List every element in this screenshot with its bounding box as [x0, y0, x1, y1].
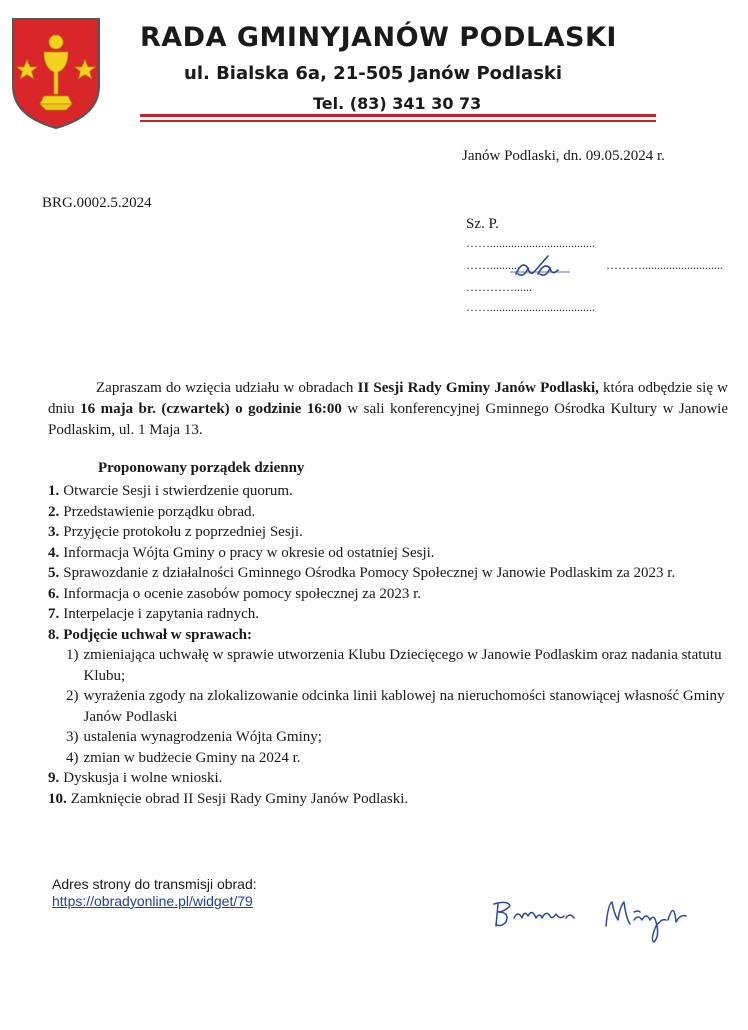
agenda-item — [48, 789, 738, 810]
intro-text-1: Zapraszam do wzięcia udziału w obradach — [96, 380, 358, 396]
resolution-subitem — [48, 727, 738, 748]
agenda-item-text: Dyskusja i wolne wnioski. — [63, 770, 223, 786]
agenda-item-number: 8. — [48, 626, 60, 643]
header-divider-thin — [140, 120, 656, 122]
subitem-text: ustalenia wynagrodzenia Wójta Gminy; — [83, 729, 322, 745]
resolution-subitem — [48, 686, 738, 727]
agenda-item-text: Otwarcie Sesji i stwierdzenie quorum. — [63, 483, 293, 499]
subitem-number: 3) — [66, 729, 79, 745]
council-address: ul. Bialska 6a, 21-505 Janów Podlaski — [184, 63, 563, 84]
subitem-number: 2) — [66, 688, 79, 704]
subitem-number: 4) — [66, 749, 79, 766]
agenda-item — [48, 543, 738, 564]
resolution-subitem — [48, 645, 738, 686]
agenda-item-text: Informacja o ocenie zasobów pomocy społecznej za 2023 r. — [63, 585, 422, 602]
subitem-text: zmieniająca uchwałę w sprawie utworzenia Klubu Dziecięcego w Janowie Podlaskim oraz nadania statutu Klubu; — [83, 647, 722, 684]
agenda-item-number: 2. — [48, 503, 60, 520]
header-divider-thick — [140, 114, 656, 117]
document-reference-number: BRG.0002.5.2024 — [42, 195, 152, 211]
intro-text-2: która odbędzie się w dniu — [48, 380, 729, 417]
resolution-subitem — [48, 748, 738, 769]
stream-link[interactable]: https://obradyonline.pl/widget/79 — [52, 893, 253, 909]
agenda-list — [48, 481, 738, 809]
agenda-item-text: Informacja Wójta Gminy o pracy w okresie od ostatniej Sesji. — [63, 544, 435, 561]
session-date-time: 16 maja br. (czwartek) o godzinie 16:00 — [80, 401, 342, 417]
subitem-text: zmian w budżecie Gminy na 2024 r. — [83, 749, 301, 766]
stream-address-label: Adres strony do transmisji obrad: — [52, 876, 257, 892]
agenda-item — [48, 584, 738, 605]
agenda-item — [48, 768, 738, 789]
agenda-item — [48, 625, 738, 646]
subitem-number: 1) — [66, 647, 79, 663]
agenda-item-text: Zamknięcie obrad II Sesji Rady Gminy Janów Podlaski. — [70, 790, 409, 807]
agenda-item-text: Sprawozdanie z działalności Gminnego Ośrodka Pomocy Społecznej w Janowie Podlaskim za 2023 r. — [63, 565, 676, 581]
agenda-heading: Proponowany porządek dzienny — [98, 460, 305, 476]
recipient-line-2: …….......... — [466, 258, 520, 272]
agenda-item-text: Przyjęcie protokołu z poprzedniej Sesji. — [63, 524, 303, 540]
agenda-item — [48, 522, 738, 543]
agenda-item-number: 4. — [48, 544, 60, 561]
place-and-date: Janów Podlaski, dn. 09.05.2024 r. — [462, 148, 665, 164]
invitation-paragraph — [48, 378, 728, 441]
handwritten-signature — [488, 890, 698, 950]
agenda-item-number: 3. — [48, 524, 60, 540]
recipient-line-2-continued: ………........................... — [606, 258, 723, 272]
agenda-item — [48, 481, 738, 502]
agenda-item — [48, 563, 738, 584]
recipient-line-4: ……................................... — [466, 300, 595, 314]
agenda-item-number: 5. — [48, 565, 60, 581]
agenda-item-text: Podjęcie uchwał w sprawach: — [63, 626, 252, 643]
agenda-item-number: 10. — [48, 790, 67, 807]
recipient-line-3: …………...... — [466, 280, 532, 294]
agenda-item — [48, 604, 738, 625]
subitem-text: wyrażenia zgody na zlokalizowanie odcinka linii kablowej na nieruchomości stanowiącej własność Gminy Janów Podlaski — [83, 688, 725, 725]
coat-of-arms-icon — [10, 16, 102, 130]
agenda-item-number: 7. — [48, 606, 60, 622]
agenda-item-text: Interpelacje i zapytania radnych. — [63, 606, 259, 622]
intro-text-3: w sali konferencyjnej Gminnego Ośrodka Kultury w Janowie Podlaskim, ul. 1 Maja 13. — [48, 401, 729, 438]
session-name: II Sesji Rady Gminy Janów Podlaski, — [357, 380, 599, 396]
agenda-item-number: 6. — [48, 585, 60, 602]
council-phone: Tel. (83) 341 30 73 — [313, 94, 482, 113]
handwritten-paraf — [508, 250, 574, 284]
agenda-item-number: 1. — [48, 483, 60, 499]
council-name-heading: RADA GMINYJANÓW PODLASKI — [140, 22, 617, 53]
agenda-item-text: Przedstawienie porządku obrad. — [63, 503, 256, 520]
agenda-item-number: 9. — [48, 770, 60, 786]
agenda-item — [48, 502, 738, 523]
recipient-line-1: ……................................... — [466, 236, 595, 250]
recipient-salutation: Sz. P. — [466, 216, 499, 232]
